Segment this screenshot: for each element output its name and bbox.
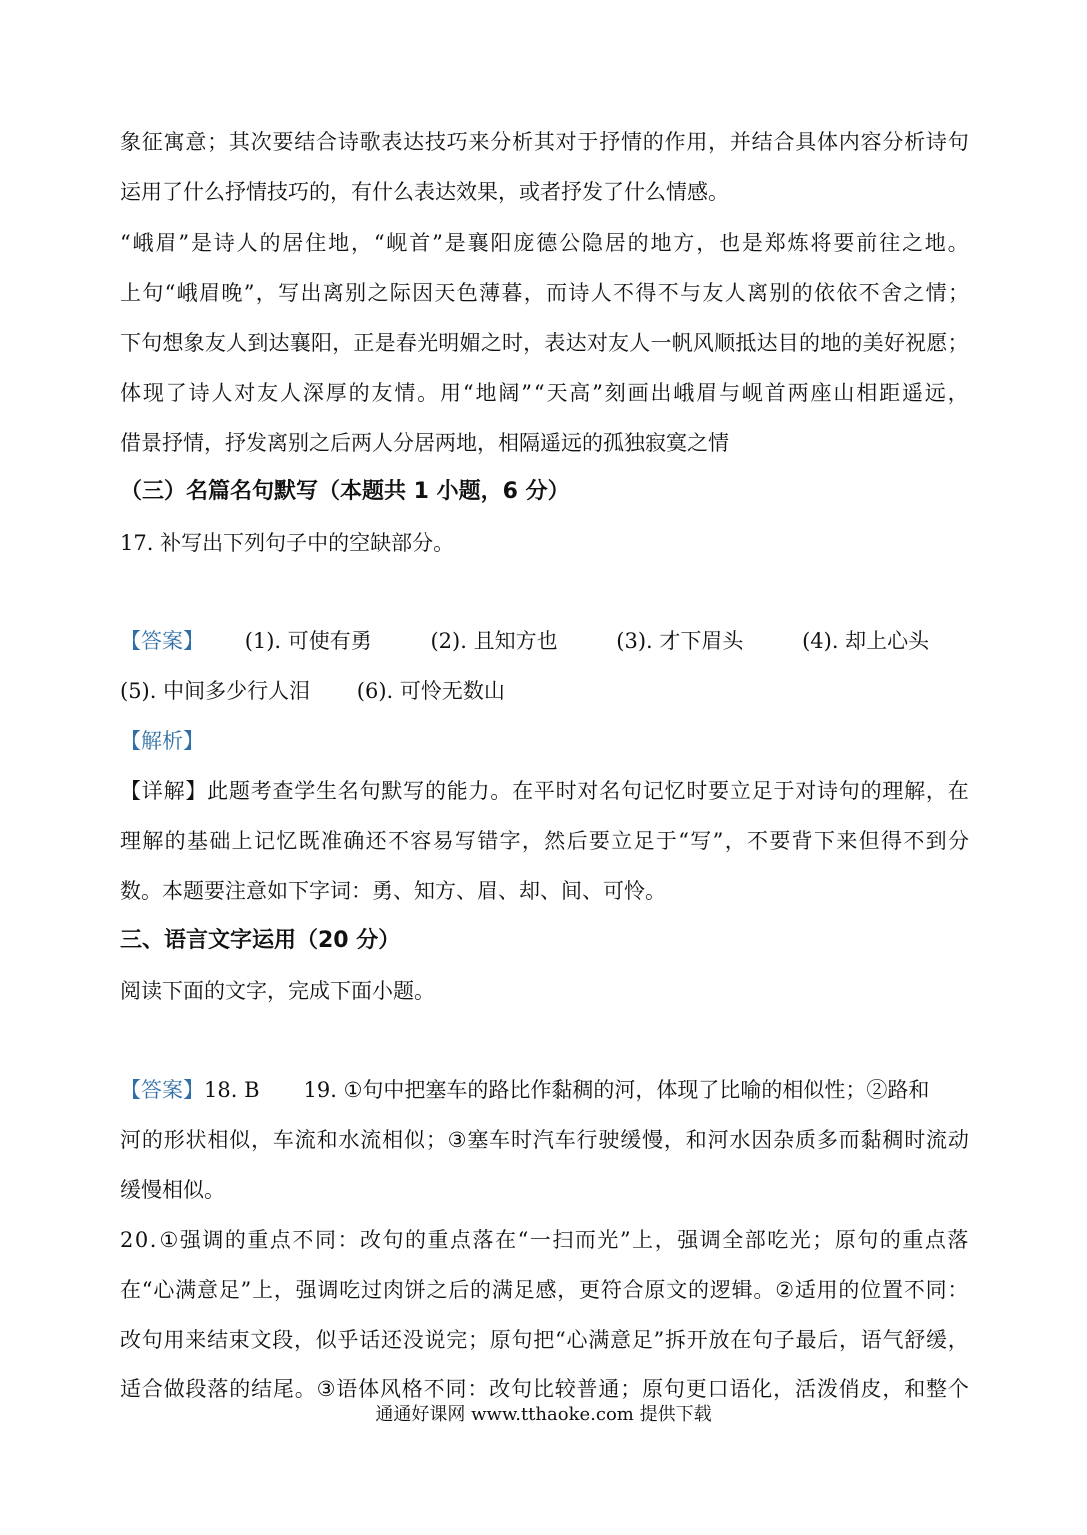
answer-row-2 [120, 676, 969, 706]
answer-item: (2). 且知方也 [430, 629, 558, 653]
answer-18: 18. B [204, 1078, 260, 1102]
answer-tag: 【答案】 [120, 1078, 204, 1102]
text-line: 在 “ 心 满 意 足 ” 上 ， 强 调 吃 过 肉 饼 之 后 的 满 足 感 ， 更 符 合 原 文 的 逻 辑 。 ② 适 用 的 位 置 不 同 ： [120, 1278, 969, 1302]
text-line: 运用了什么抒情技巧的，有什么表达效果，或者抒发了什么情感。 [120, 180, 729, 204]
text-line: 缓慢相似。 [120, 1178, 225, 1202]
answer-item: (3). 才下眉头 [616, 629, 744, 653]
instruction-text: 阅读下面的文字，完成下面小题。 [120, 979, 435, 1003]
answer-item: (1). 可使有勇 [244, 629, 372, 653]
text-line: 改 句 用 来 结 束 文 段 ， 似 乎 话 还 没 说 完 ； 原 句 把 “ 心 满 意 足 ” 拆 开 放 在 句 子 最 后 ， 语 气 舒 缓 ， [120, 1328, 969, 1352]
text-line: 河 的 形 状 相 似 ， 车 流 和 水 流 相 似 ； ③ 塞 车 时 汽 车 行 驶 缓 慢 ， 和 河 水 因 杂 质 多 而 黏 稠 时 流 动 [120, 1128, 969, 1152]
text-line: 象 征 寓 意 ； 其 次 要 结 合 诗 歌 表 达 技 巧 来 分 析 其 对 于 抒 情 的 作 用 ， 并 结 合 具 体 内 容 分 析 诗 句 [120, 130, 969, 154]
text-line: “ 峨 眉 ” 是 诗 人 的 居 住 地 ， “ 岘 首 ” 是 襄 阳 庞 德 公 隐 居 的 地 方 ， 也 是 郑 炼 将 要 前 往 之 地 。 [120, 231, 969, 255]
answer-item: (4). 却上心头 [802, 629, 930, 653]
question-17: 17. 补写出下列句子中的空缺部分。 [120, 531, 455, 555]
answer-19: 19. ①句中把塞车的路比作黏稠的河，体现了比喻的相似性；②路和 [303, 1078, 930, 1102]
text-line: 体 现 了 诗 人 对 友 人 深 厚 的 友 情 。 用 “ 地 阔 ” “ 天 高 ” 刻 画 出 峨 眉 与 岘 首 两 座 山 相 距 遥 远 ， [120, 381, 969, 405]
text-line: 下 句 想 象 友 人 到 达 襄 阳 ， 正 是 春 光 明 媚 之 时 ， 表 达 对 友 人 一 帆 风 顺 抵 达 目 的 地 的 美 好 祝 愿 ； [120, 331, 969, 355]
part-heading: 三、语言文字运用（20 分） [120, 928, 401, 953]
text-line: 适 合 做 段 落 的 结 尾 。 ③ 语 体 风 格 不 同 ： 改 句 比 较 普 通 ； 原 句 更 口 语 化 ， 活 泼 俏 皮 ， 和 整 个 [120, 1377, 969, 1401]
text-line: 数。本题要注意如下字词：勇、知方、眉、却、间、可怜。 [120, 879, 666, 903]
text-line: 2 0 . ① 强 调 的 重 点 不 同 ： 改 句 的 重 点 落 在 “ 一 扫 而 光 ” 上 ， 强 调 全 部 吃 光 ； 原 句 的 重 点 落 [120, 1228, 969, 1252]
answer-row-1 [120, 626, 969, 656]
text-line: 借景抒情，抒发离别之后两人分居两地，相隔遥远的孤独寂寞之情 [120, 431, 729, 455]
answer-row-18-19 [120, 1075, 969, 1105]
text-line: 上 句 “ 峨 眉 晚 ” ， 写 出 离 别 之 际 因 天 色 薄 暮 ， 而 诗 人 不 得 不 与 友 人 离 别 的 依 依 不 舍 之 情 ； [120, 281, 969, 305]
text-line: 理 解 的 基 础 上 记 忆 既 准 确 还 不 容 易 写 错 字 ， 然 后 要 立 足 于 “ 写 ” ， 不 要 背 下 来 但 得 不 到 分 [120, 829, 969, 853]
answer-tag: 【答案】 [120, 629, 204, 653]
answer-item: (5). 中间多少行人泪 [120, 679, 311, 703]
section-heading: （三）名篇名句默写（本题共 1 小题，6 分） [120, 479, 570, 504]
answer-item: (6). 可怜无数山 [356, 679, 505, 703]
detail-line: 【 详 解 】 此 题 考 查 学 生 名 句 默 写 的 能 力 。 在 平 时 对 名 句 记 忆 时 要 立 足 于 对 诗 句 的 理 解 ， 在 [120, 779, 969, 803]
page-footer: 通通好课网 www.tthaoke.com 提供下载 [375, 1404, 712, 1425]
analysis-tag: 【解析】 [120, 729, 204, 753]
